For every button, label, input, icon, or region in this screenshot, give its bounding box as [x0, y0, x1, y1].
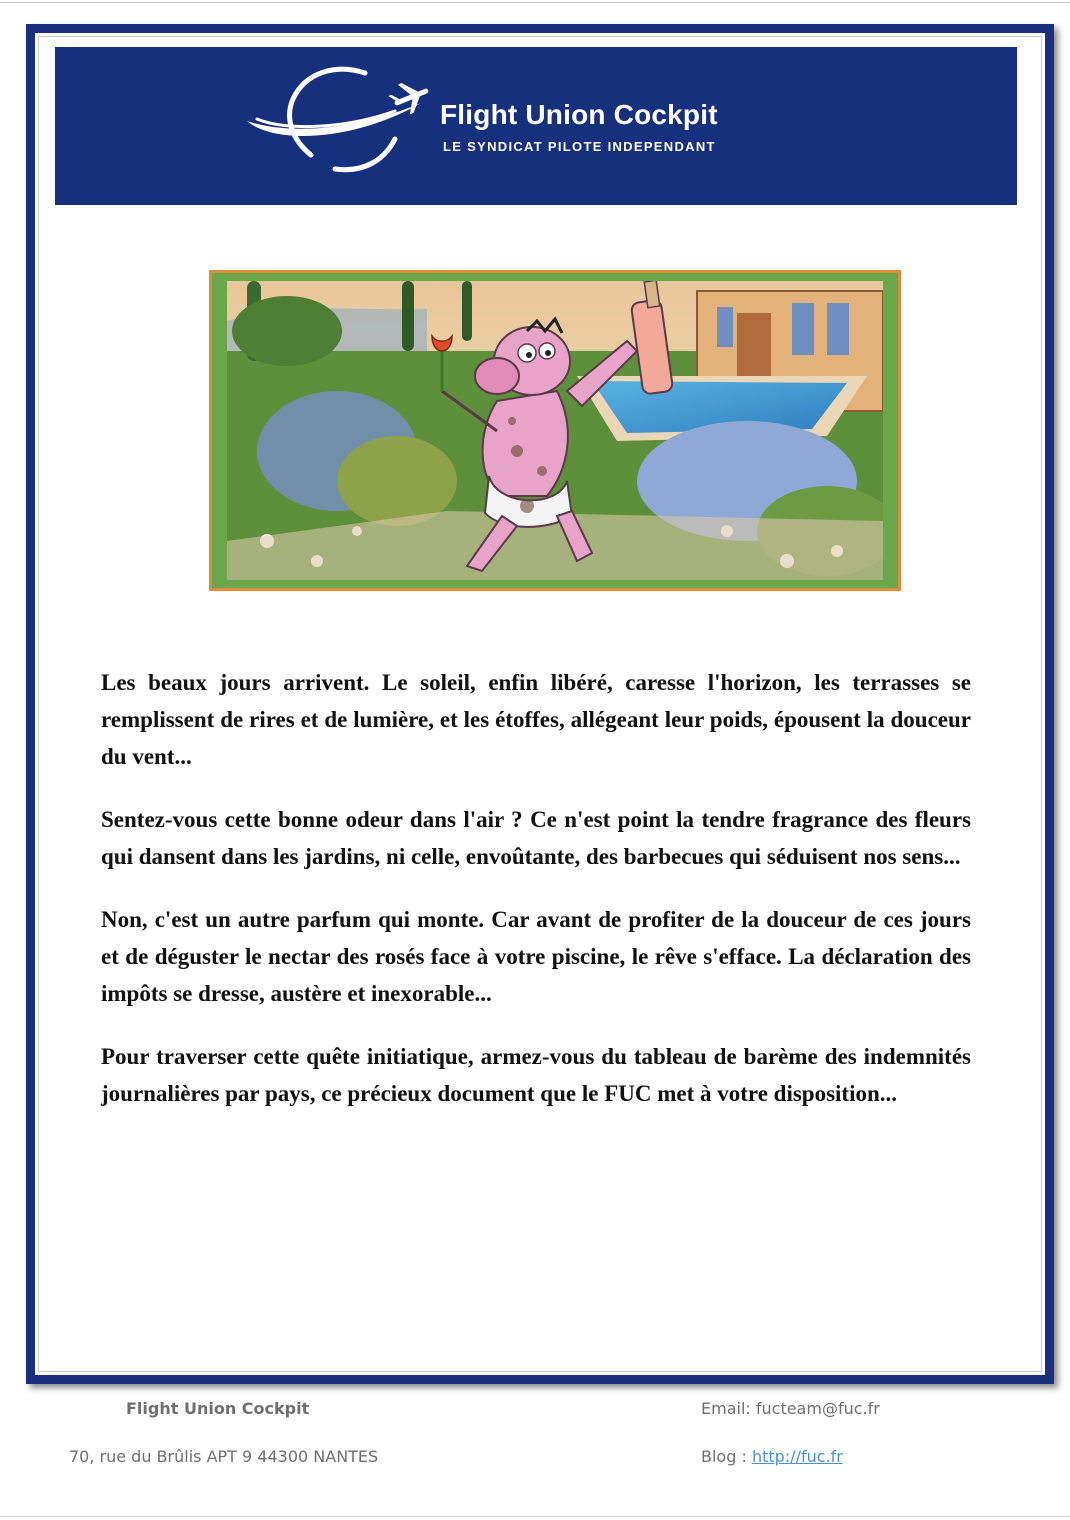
footer-blog-link[interactable]: http://fuc.fr — [751, 1447, 843, 1466]
paragraph-1: Les beaux jours arrivent. Le soleil, enfin libéré, caresse l'horizon, les terrasses se remplissent de rires et de lumière, et les étoffes, allégeant leur poids, épousent la douceur du vent... — [101, 670, 971, 769]
bottom-divider — [0, 1516, 1070, 1517]
brand-name: Flight Union Cockpit — [440, 99, 718, 130]
header-banner — [55, 47, 1017, 205]
cartoon-illustration — [227, 281, 883, 580]
paragraph-2: Sentez-vous cette bonne odeur dans l'air ? Ce n'est point la tendre fragrance des fleurs qui dansent dans les jardins, ni celle, envoûtante, des barbecues qui séduisent nos sens... — [101, 807, 971, 869]
paragraph-4: Pour traverser cette quête initiatique, armez-vous du tableau de barème des indemnités journalières par pays, ce précieux document que le FUC met à votre disposition... — [101, 1044, 971, 1106]
illustration-frame — [209, 270, 901, 591]
footer-email: Email: fucteam@fuc.fr — [701, 1399, 880, 1418]
top-divider — [0, 2, 1070, 3]
globe-airplane-icon — [245, 59, 445, 179]
paragraph-3: Non, c'est un autre parfum qui monte. Car avant de profiter de la douceur de ces jours et de déguster le nectar des rosés face à votre piscine, le rêve s'efface. La déclaration des impôts se dresse, austère et inexorable... — [101, 907, 971, 1006]
article-body — [101, 664, 971, 1138]
footer-address: 70, rue du Brûlis APT 9 44300 NANTES — [69, 1447, 379, 1466]
footer-organization: Flight Union Cockpit — [126, 1399, 310, 1418]
footer-blog — [701, 1447, 843, 1466]
footer-blog-label: Blog : — [701, 1447, 752, 1466]
brand-tagline: LE SYNDICAT PILOTE INDEPENDANT — [443, 139, 716, 154]
